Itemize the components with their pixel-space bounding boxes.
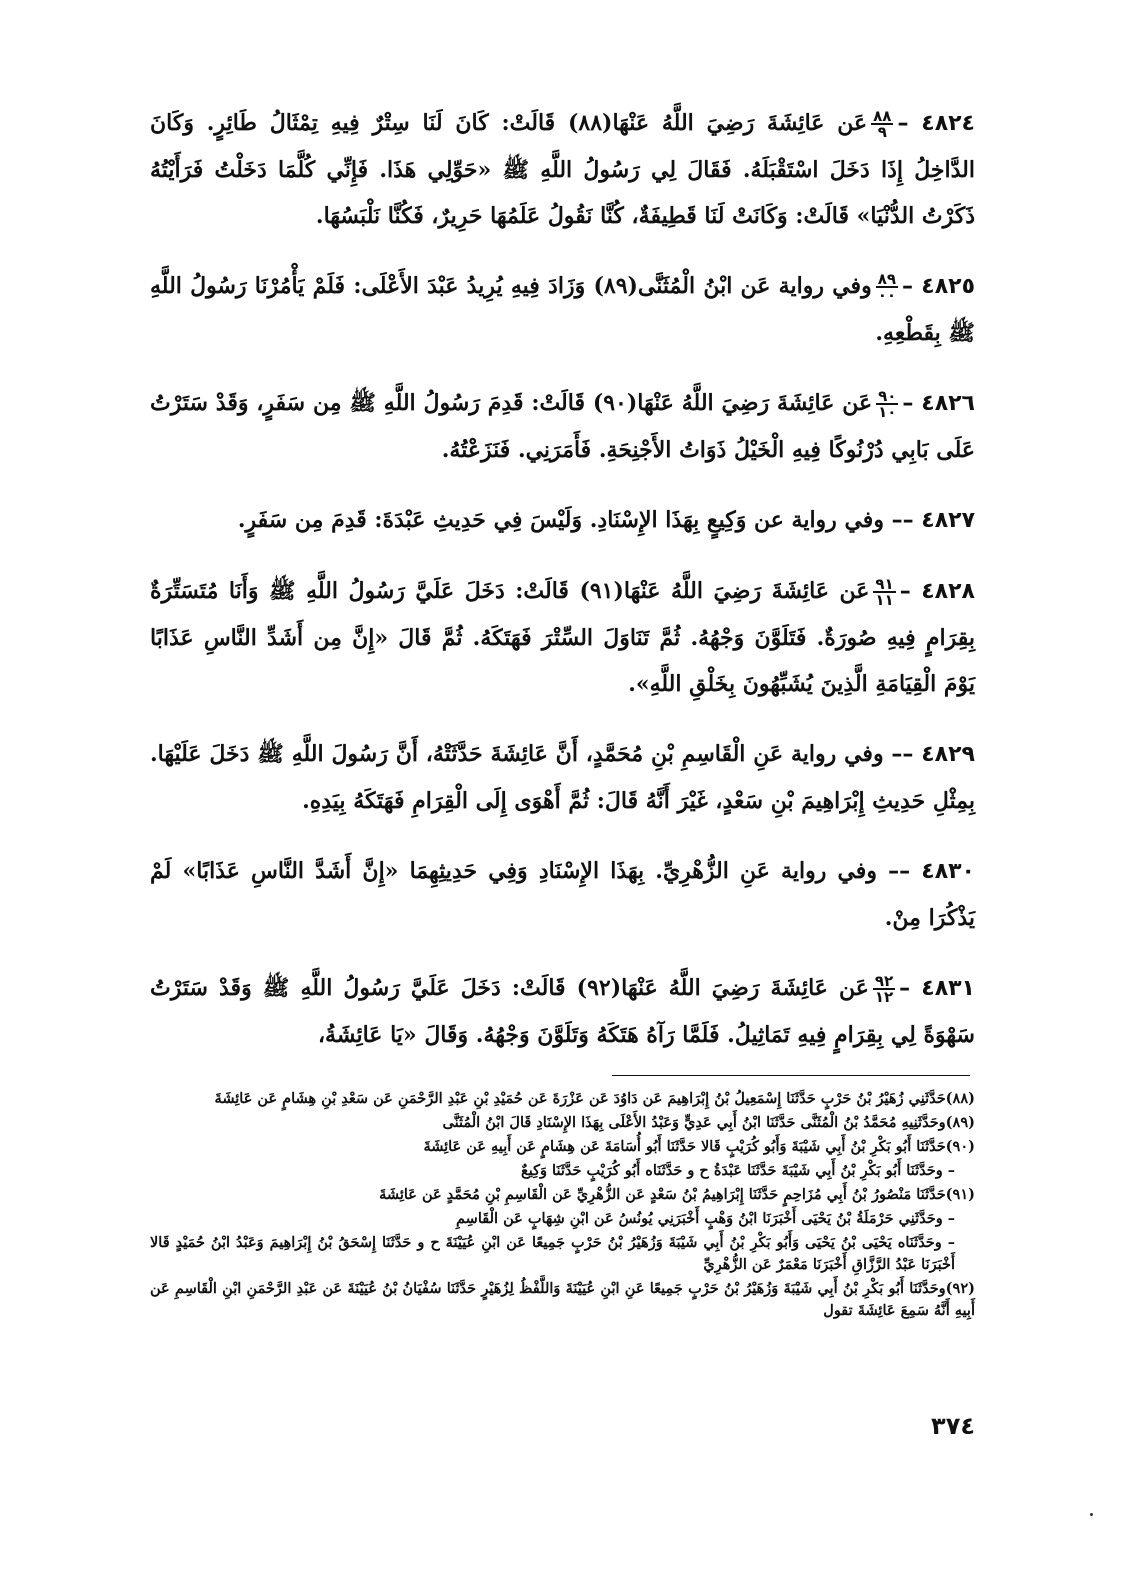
footnote-90-continuation: – وحَدَّثَنَا أَبُو بَكْرِ بْنُ أَبِي شَيْبَةَ حَدَّثَنَا عَبْدَةُ ح و حَدَّثَنَاه أَبُو كُرَيْبٍ حَدَّثَنَا وَكِيعٌ [520, 1162, 955, 1179]
hadith-number: ٤٨٢٥ – [902, 274, 975, 299]
hadith-number: ٤٨٣١ – [899, 976, 975, 1001]
hadith-4830 [150, 848, 975, 941]
footnote-88: (٨٨)حَدَّثَنِي زُهَيْرُ بْنُ حَرْبٍ حَدَّثَنَا إِسْمَعِيلُ بْنُ إِبْرَاهِيمَ عَن دَاوُدَ عَن عَزْرَةَ عَن حُمَيْدِ بْنِ عَبْدِ الرَّحْمَنِ عَن سَعْدِ بْنِ هِشَامٍ عَن عَائِشَةَ [214, 1090, 975, 1107]
cross-ref-fraction: $\frac{٨٨}{٩}$ [873, 107, 892, 141]
footnote-92: (٩٢)وحَدَّثَنَا أَبُو بَكْرِ بْنُ أَبِي شَيْبَةَ وَزُهَيْرُ بْنُ حَرْبٍ جَمِيعًا عَنِ ابْنِ عُيَيْنَةَ وَاللَّفْظُ لِزُهَيْرٍ حَدَّثَنَا سُفْيَانُ بْنُ عُيَيْنَةَ عَن عَبْدِ الرَّحْمَنِ ابْنِ الْقَاسِمِ عَن أَبِيهِ أَنَّهُ سَمِعَ عَائِشَةَ تقول [150, 1280, 975, 1319]
hadith-number: ٤٨٢٩ –– [891, 742, 975, 767]
hadith-4827 [150, 497, 975, 544]
footnote-89: (٨٩)وحَدَّثَنِيهِ مُحَمَّدُ بْنُ الْمُثَنَّى حَدَّثَنَا ابْنُ أَبِي عَدِيٍّ وَعَبْدُ الأَعْلَى بِهَذَا الإِسْنَادِ قَالَ ابْنُ الْمُثَنَّى [442, 1114, 975, 1131]
hadith-text: عَن عَائِشَةَ رَضِيَ اللَّهُ عَنْهَا(٩١) قَالَتْ: دَخَلَ عَلَيَّ رَسُولُ اللَّهِ ﷺ وَأَنَا مُتَسَتِّرَةٌ بِقِرَامٍ فِيهِ صُورَةٌ. فَتَلَوَّنَ وَجْهُهُ. ثُمَّ تَنَاوَلَ السِّتْرَ فَهَتَكَهُ. ثُمَّ قَالَ «إِنَّ مِن أَشَدِّ النَّاسِ عَذَابًا يَوْمَ الْقِيَامَةِ الَّذِينَ يُشَبِّهُونَ بِخَلْقِ اللَّهِ». [150, 578, 975, 697]
hadith-4824 [150, 100, 975, 239]
cross-ref-fraction: $\frac{٨٩}{٠٠}$ [877, 270, 897, 304]
footnote-91: (٩١)حَدَّثَنَا مَنْصُورُ بْنُ أَبِي مُزَاحِمٍ حَدَّثَنَا إِبْرَاهِيمُ بْنُ سَعْدٍ عَن الزُّهْرِيِّ عَن الْقَاسِمِ بْنِ مُحَمَّدٍ عَن عَائِشَةَ [379, 1186, 975, 1203]
hadith-text: وفي رواية عَنِ الزُّهْرِيِّ. بِهَذَا الإِسْنَادِ وَفِي حَدِيثِهِمَا «إِنَّ أَشَدَّ النَّاسِ عَذَابًا» لَمْ يَذْكُرَا مِنْ. [150, 858, 975, 931]
hadith-text: وفي رواية عَن ابْنُ الْمُثَنَّى(٨٩) وَزَادَ فِيهِ يُرِيدُ عَبْدَ الأَعْلَى: فَلَمْ يَأْمُرْنَا رَسُولُ اللَّهِ ﷺ بِقَطْعِهِ. [150, 273, 975, 346]
hadith-text: عَن عَائِشَةَ رَضِيَ اللَّهُ عَنْهَا(٩٠) قَالَتْ: قَدِمَ رَسُولُ اللَّهِ ﷺ مِن سَفَرٍ، وَقَدْ سَتَرْتُ عَلَى بَابِي دُرْنُوكًا فِيهِ الْخَيْلُ ذَوَاتُ الأَجْنِحَةِ. فَأَمَرَنِي. فَنَزَعْتُهُ. [150, 390, 975, 463]
hadith-text: عَن عَائِشَةَ رَضِيَ اللَّهُ عَنْهَا(٩٢) قَالَتْ: دَخَلَ عَلَيَّ رَسُولُ اللَّهِ ﷺ وَقَدْ سَتَرْتُ سَهْوَةً لِي بِقِرَامٍ فِيهِ تَمَاثِيلُ. فَلَمَّا رَآهُ هَتَكَهُ وَتَلَوَّنَ وَجْهُهُ. وَقَالَ «يَا عَائِشَةُ، [150, 975, 975, 1048]
hadith-number: ٤٨٢٧ –– [891, 508, 975, 533]
hadith-number: ٤٨٣٠ –– [888, 859, 975, 884]
hadith-text: عَن عَائِشَةَ رَضِيَ اللَّهُ عَنْهَا(٨٨) قَالَتْ: كَانَ لَنَا سِتْرٌ فِيهِ تِمْثَالُ طَائِرٍ. وَكَانَ الدَّاخِلُ إِذَا دَخَلَ اسْتَقْبَلَهُ. فَقَالَ لِي رَسُولُ اللَّهِ ﷺ «حَوِّلِي هَذَا. فَإِنِّي كُلَّمَا دَخَلْتُ فَرَأَيْتُهُ ذَكَرْتُ الدُّنْيَا» قَالَتْ: وَكَانَتْ لَنَا قَطِيفَةٌ، كُنَّا نَقُولُ عَلَمُهَا حَرِيرٌ، فَكُنَّا نَلْبَسُهَا. [150, 110, 975, 229]
cross-ref-fraction: $\frac{٩١}{١١}$ [875, 575, 894, 609]
footnote-91-continuation: – وحَدَّثَنَاه يَحْيَى بْنُ يَحْيَى وَأَبُو بَكْرِ بْنُ أَبِي شَيْبَةَ وَزُهَيْرُ بْنُ حَرْبٍ جَمِيعًا عَن ابْنِ عُيَيْنَةَ ح و حَدَّثَنَا إِسْحَقُ بْنُ إِبْرَاهِيمَ وَعَبْدُ ابْنُ حُمَيْدٍ قَالا أَخْبَرَنَا عَبْدُ الرَّزَّاقِ أَخْبَرَنَا مَعْمَرٌ عَن الزُّهْرِيِّ [150, 1234, 955, 1273]
hadith-body [150, 100, 975, 1082]
hadith-text: وفي رواية عن وَكِيعٍ بِهَذَا الإِسْنَادِ. وَلَيْسَ فِي حَدِيثِ عَبْدَةَ: قَدِمَ مِن سَفَرٍ. [237, 507, 884, 533]
hadith-4826 [150, 380, 975, 473]
cross-ref-fraction: $\frac{٩٢}{١٢}$ [874, 972, 894, 1006]
hadith-number: ٤٨٢٨ – [899, 579, 975, 604]
page-number: ٣٧٤ [931, 1412, 975, 1440]
footnote-91-continuation: – وحَدَّثَنِي حَرْمَلَةُ بْنُ يَحْيَى أَخْبَرَنَا ابْنُ وَهْبٍ أَخْبَرَنِي يُونُسُ عَن ابْنِ شِهَابٍ عَن الْقَاسِمِ [456, 1210, 955, 1227]
hadith-4831 [150, 965, 975, 1058]
footnotes [150, 1088, 975, 1324]
cross-ref-fraction: $\frac{٩٠}{١٠}$ [878, 387, 897, 421]
hadith-4829 [150, 731, 975, 824]
hadith-text: وفي رواية عَنِ الْقَاسِمِ بْنِ مُحَمَّدٍ، أَنَّ عَائِشَةَ حَدَّثَتْهُ، أَنَّ رَسُولَ اللَّهِ ﷺ دَخَلَ عَلَيْهَا. بِمِثْلِ حَدِيثِ إِبْرَاهِيمَ بْنِ سَعْدٍ، غَيْرَ أَنَّهُ قَالَ: ثُمَّ أَهْوَى إِلَى الْقِرَامِ فَهَتَكَهُ بِيَدِهِ. [150, 741, 975, 814]
scan-speck [1090, 1513, 1093, 1516]
hadith-number: ٤٨٢٦ – [902, 391, 975, 416]
footnote-divider [612, 1075, 970, 1076]
footnote-90: (٩٠)حَدَّثَنَا أَبُو بَكْرِ بْنُ أَبِي شَيْبَةَ وَأَبُو كُرَيْبٍ قَالا حَدَّثَنَا أَبُو أُسَامَةَ عَن هِشَامٍ عَن أَبِيهِ عَن عَائِشَةَ [423, 1138, 975, 1155]
hadith-number: ٤٨٢٤ – [897, 111, 975, 136]
hadith-4828 [150, 568, 975, 707]
hadith-4825 [150, 263, 975, 356]
